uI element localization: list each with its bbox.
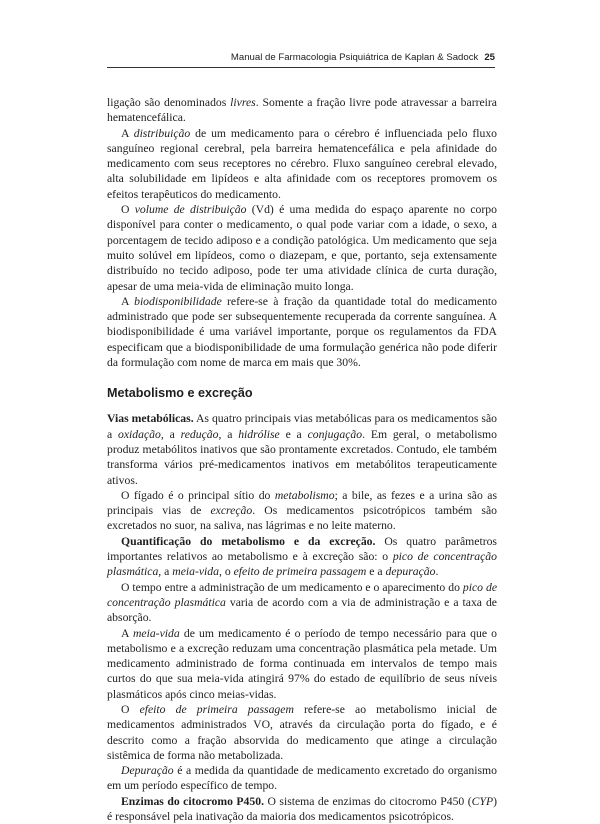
paragraph — [107, 626, 497, 702]
paragraph — [107, 534, 497, 580]
paragraph — [107, 763, 497, 794]
text-run: varia de acordo com a via de administração e a taxa de absorção. — [107, 595, 497, 625]
text-run: , a — [160, 427, 181, 441]
text-run: O — [121, 702, 140, 716]
text-run: . Os medicamentos psicotrópicos também são excretados no suor, na saliva, nas lágrimas e no leite materno. — [107, 504, 498, 533]
text-run: . Em geral, o metabolismo produz metabólitos inativos que são prontamente excretados. Contudo, ele também transforma vários pré-medicamentos inativos em metabólitos terapeuticamente ativos. — [107, 427, 497, 487]
page-body — [107, 95, 497, 824]
text-run: (Vd) é uma medida do espaço aparente no corpo disponível para conter o medicamento, o qual pode variar com a idade, o sexo, a porcentagem de tecido adiposo e a condição patológica. Um medicamento que seja muito solúvel em lipídeos, como o diazepam, e que, portanto, seja extensamente distribuído no tecido adiposo, pode ter uma atividade clínica de curta duração, apesar de uma meia-vida de eliminação muito longa. — [107, 203, 497, 293]
text-run: , o — [218, 565, 234, 579]
emphasized-term: hidrólise — [238, 427, 280, 441]
text-run: ; a bile, as fezes e a urina são as principais vias de — [107, 488, 497, 518]
text-run: , a — [158, 565, 173, 579]
paragraph — [107, 202, 497, 294]
paragraph — [107, 580, 497, 626]
text-run: de um medicamento é o período de tempo necessário para que o metabolismo e a excreção reduzam uma concentração plasmática pela metade. Um medicamento administrado de forma continuada em intervalos de tempo mais curtos do que sua meia-vida atingirá 97% do estado de equilíbrio de seus níveis plasmáticos após cinco meias-vidas. — [107, 626, 498, 701]
text-run: ) é responsável pela inativação da maioria dos medicamentos psicotrópicos. — [107, 794, 497, 824]
emphasized-term: efeito de primeira passagem — [139, 702, 294, 716]
header-rule — [107, 67, 495, 68]
running-header — [107, 52, 495, 63]
emphasized-term: pico de concentração plasmática — [107, 550, 497, 579]
text-run: O fígado é o principal sítio do — [121, 488, 275, 502]
running-title: Manual de Farmacologia Psiquiátrica de Kaplan & Sadock — [230, 52, 479, 63]
text-run: Os quatro parâmetros importantes relativos ao metabolismo e à excreção são: o — [107, 534, 497, 564]
text-run: . Somente a fração livre pode atravessar a barreira hematencefálica. — [107, 96, 497, 125]
emphasized-term: redução — [180, 427, 219, 441]
text-run: refere-se à fração da quantidade total do medicamento administrado que pode ser subsequentemente recuperada da corrente sanguínea. A biodisponibilidade é uma variável importante, porque os regulamentos da FDA especificam que a biodisponibilidade de uma formulação genérica não pode diferir da formulação com nome de marca em mais que 30%. — [107, 294, 498, 370]
text-run: de um medicamento para o cérebro é influenciada pelo fluxo sanguíneo regional cerebral, pela barreira hematencefálica e pela afinidade do medicamento com seus receptores no cérebro. Fluxo sanguíneo cerebral elevado, alta solubilidade em lipídeos e alta afinidade com os receptores promovem os efeitos terapêuticos do medicamento. — [107, 126, 498, 201]
run-in-heading: Vias metabólicas. — [107, 412, 194, 426]
emphasized-term: livres — [230, 96, 256, 109]
emphasized-term: volume de distribuição — [134, 203, 247, 217]
paragraph — [107, 411, 497, 487]
text-run: e a — [279, 427, 308, 441]
text-run: A — [121, 126, 134, 140]
paragraph — [107, 702, 497, 763]
text-run: O — [121, 203, 135, 217]
run-in-heading: Quantificação do metabolismo e da excreção. — [121, 534, 376, 548]
emphasized-term: oxidação — [118, 427, 161, 441]
text-run: . — [435, 565, 439, 579]
text-run: , a — [218, 427, 239, 441]
text-run: A — [121, 294, 135, 308]
emphasized-term: Depuração — [121, 764, 174, 778]
section-heading: Metabolismo e excreção — [107, 386, 253, 401]
text-run: O tempo entre a administração de um medicamento e o aparecimento do — [121, 580, 463, 594]
paragraph — [107, 794, 497, 824]
text-run: As quatro principais vias metabólicas para os medicamentos são a — [107, 412, 497, 441]
emphasized-term: pico de concentração plasmática — [107, 580, 498, 609]
paragraph — [107, 488, 497, 534]
emphasized-term: efeito de primeira passagem — [233, 565, 367, 579]
text-run: e a — [366, 565, 386, 579]
paragraph — [107, 126, 497, 202]
emphasized-term: excreção — [210, 504, 253, 518]
emphasized-term: biodisponibilidade — [134, 294, 222, 308]
emphasized-term: meia-vida — [132, 626, 180, 640]
emphasized-term: CYP — [471, 794, 494, 808]
emphasized-term: conjugação — [307, 427, 363, 441]
text-run: O sistema de enzimas do citocromo P450 ( — [264, 794, 472, 808]
text-run: é a medida da quantidade de medicamento excretado do organismo em um período específico de tempo. — [107, 764, 497, 793]
text-run: ligação são denominados — [107, 96, 231, 109]
emphasized-term: meia-vida — [172, 565, 219, 579]
emphasized-term: metabolismo — [274, 488, 335, 502]
emphasized-term: depuração — [385, 565, 436, 579]
text-run: A — [121, 626, 133, 640]
paragraph — [107, 294, 497, 370]
run-in-heading: Enzimas do citocromo P450. — [121, 794, 264, 808]
paragraph — [107, 95, 497, 126]
text-run: refere-se ao metabolismo inicial de medicamentos administrados VO, através da circulação porta do fígado, e é descrito como a fração absorvida do medicamento que atinge a circulação sistêmica de forma não metabolizada. — [107, 702, 497, 762]
page-number: 25 — [484, 52, 495, 63]
emphasized-term: distribuição — [133, 126, 191, 140]
